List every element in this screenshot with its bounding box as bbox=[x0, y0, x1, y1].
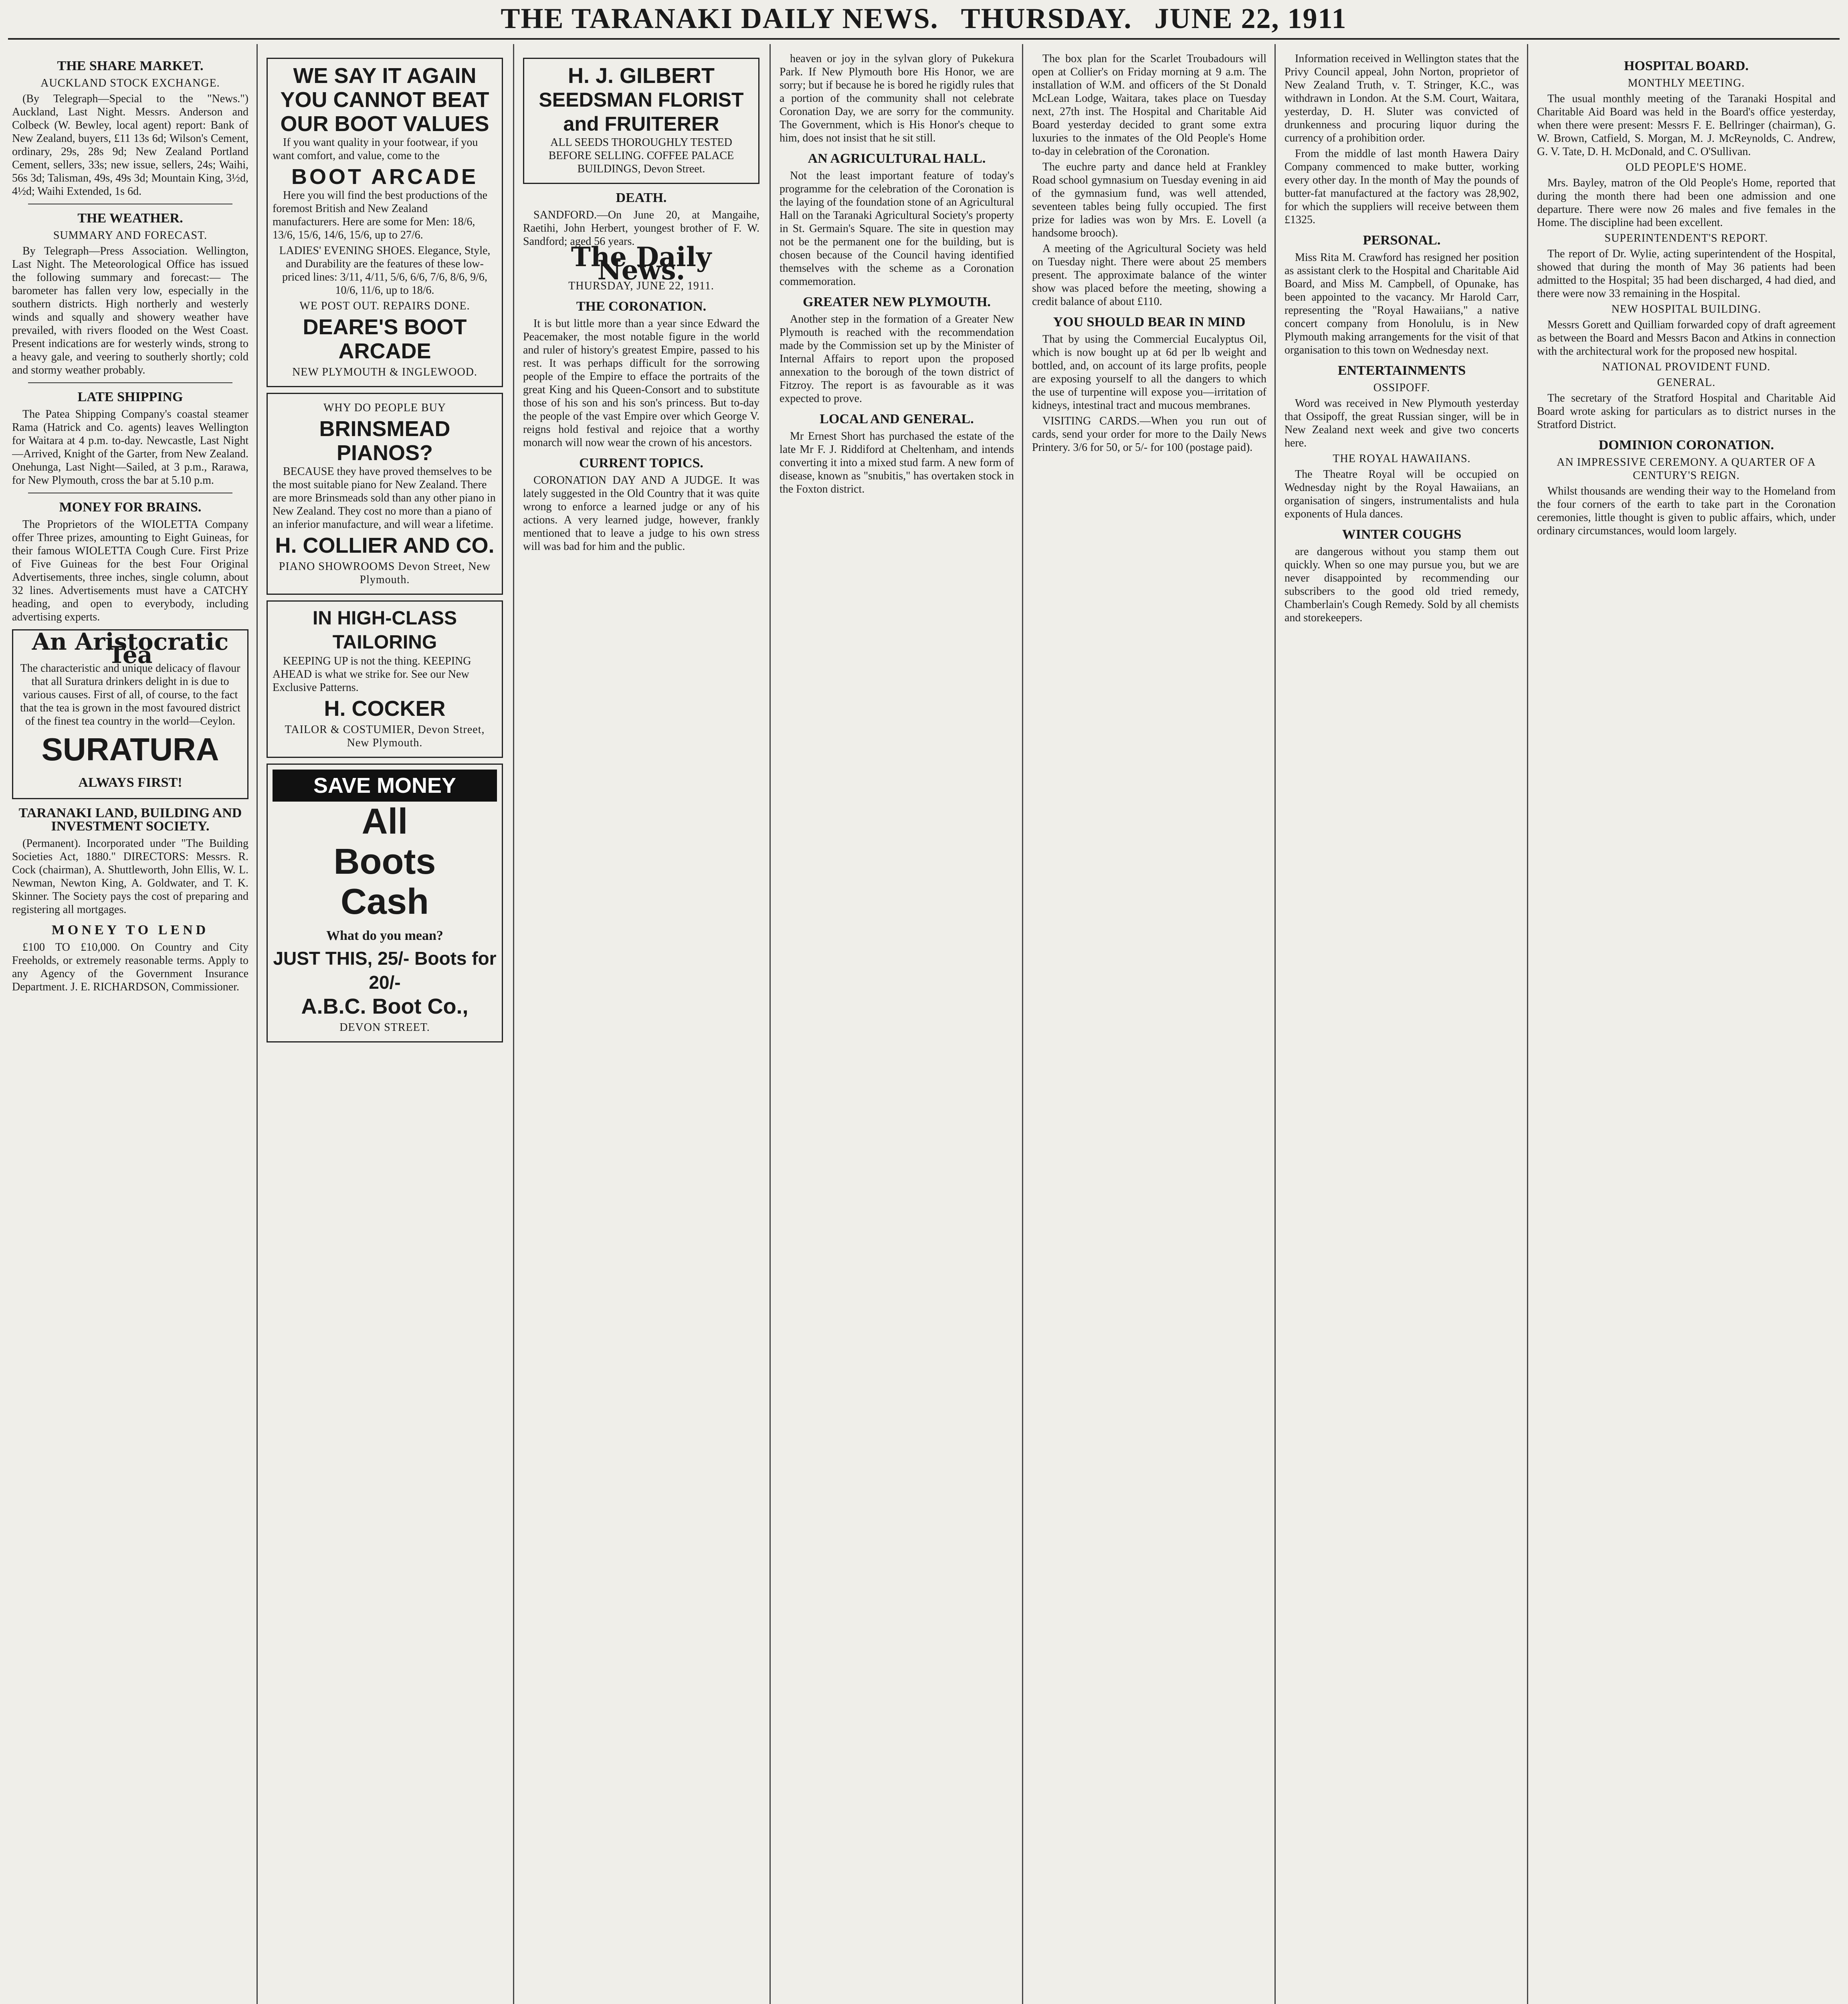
coronation-text: It is but little more than a year since Edward the Peacemaker, the most notable figure in the world and ruler of history's greatest Empire, passed to his rest. It was perhaps difficult for the sorrowing people of the Empire to efface the portraits of the great King and his Queen-Consort and to substitute those of his son and his son's princess. But to-day the people of the vast Empire over which George V. reigns hold festival and rejoice that a worthy monarch will now wear the crown of his ancestors. bbox=[523, 317, 759, 449]
bear-in-mind-text: That by using the Commercial Eucalyptus Oil, which is now bought up at 6d per lb weight and bottled, and, on account of its large profits, people are exposing yourself to all the dangers to which the use of turpentine will expose you—irritation of kidneys, intestinal tract and mucous membranes. bbox=[1032, 333, 1266, 412]
general-heading: GENERAL. bbox=[1657, 376, 1716, 389]
greater-new-plymouth-text: Another step in the formation of a Greater New Plymouth is reached with the recommendation made by the Commission set up by the Minister of Internal Affairs to report upon the proposed annexation to the borough of the town district of Fitzroy. The report is as favourable as it was expected to prove. bbox=[780, 313, 1014, 405]
share-market-text: (By Telegraph—Special to the "News.") Auckland, Last Night. Messrs. Anderson and Colbeck (W. Bewley, local agent) report: Bank of New Zealand, buyers, £11 13s 6d; Wilson's Cement, ordinary, 29s, 28s 9d; New Zealand Portland Cement, sellers, 33s; new issue, sellers, 24s; Waihi, 56s 3d; Talisman, 49s, 49s 3d; Mountain King, 3½d, 4½d; Waihi Extended, 1s 6d. bbox=[12, 93, 248, 198]
news-text-1: Information received in Wellington states that the Privy Council appeal, John Norton, proprietor of New Zealand Truth, v. T. Stringer, K.C., was withdrawn in London. At the S.M. Court, Waitara, yesterday, D. H. Sluter was convicted of drunkenness and procuring liquor during the currency of a prohibition order. bbox=[1285, 53, 1519, 144]
editorial-paper-title: The Daily News. bbox=[571, 241, 712, 286]
abc-ad-line-1: All bbox=[362, 802, 408, 842]
local-news-text-3: A meeting of the Agricultural Society was held on Tuesday night. There were about 25 members present. The approximate balance of the winter show was placed before the meeting, showing a credit balance of about £110. bbox=[1032, 242, 1266, 308]
hospital-board-subheading: MONTHLY MEETING. bbox=[1628, 77, 1745, 89]
gilbert-ad-trade: SEEDSMAN FLORIST and FRUITERER bbox=[539, 89, 744, 135]
weather-heading: THE WEATHER. bbox=[77, 211, 183, 226]
royal-hawaiians-subheading: THE ROYAL HAWAIIANS. bbox=[1333, 453, 1471, 465]
share-market-heading: THE SHARE MARKET. bbox=[57, 59, 204, 73]
column-rule bbox=[1527, 44, 1528, 2004]
coronation-heading: THE CORONATION. bbox=[576, 299, 707, 314]
agricultural-hall-heading: AN AGRICULTURAL HALL. bbox=[808, 151, 986, 166]
editorial-date: THURSDAY, JUNE 22, 1911. bbox=[568, 280, 714, 292]
suratura-tea-ad bbox=[12, 629, 248, 799]
brinsmead-piano-ad bbox=[267, 393, 503, 595]
piano-ad-text: BECAUSE they have proved themselves to be the most suitable piano for New Zealand. There are more Brinsmeads sold than any other piano in New Zealand. They cost no more than a piano of an inferior manufacture, and will wear a lifetime. bbox=[273, 465, 496, 531]
shipping-heading: LATE SHIPPING bbox=[77, 390, 183, 404]
general-text: The secretary of the Stratford Hospital and Charitable Aid Board wrote asking for particulars as to district nurses in the Stratford District. bbox=[1537, 392, 1836, 431]
gilbert-ad-name: H. J. GILBERT bbox=[568, 64, 715, 88]
agricultural-hall-text: Not the least important feature of today's programme for the celebration of the Coronation is the laying of the foundation stone of an Agricultural Hall on the Taranaki Agricultural Society's property in St. Germain's Square. The site in question may not be the permanent one for the building, but is chosen because of the Council having identified themselves with the scheme as a Coronation commemoration. bbox=[780, 170, 1014, 288]
local-general-text: Mr Ernest Short has purchased the estate of the late Mr F. J. Riddiford at Cheltenham, and intends converting it into a mixed stud farm. A new form of disease, known as "snubitis," has overtaken stock in the Foxton district. bbox=[780, 430, 1014, 495]
divider bbox=[28, 382, 232, 383]
money-for-brains-text: The Proprietors of the WIOLETTA Company offer Three prizes, amounting to Eight Guineas, for their famous WIOLETTA Cough Cure. First Prize of Five Guineas for the best Four Original Advertisements, three inches, single column, about 32 lines. Advertisements must have a CATCHY heading, and open to everybody, including advertising experts. bbox=[12, 518, 248, 623]
piano-ad-address: PIANO SHOWROOMS Devon Street, New Plymouth. bbox=[279, 560, 491, 586]
shipping-text: The Patea Shipping Company's coastal steamer Rama (Hatrick and Co. agents) leaves Wellington for Waitara at 4 p.m. to-day. Newcastle, Last Night—Arrived, Knight of the Garter, from New Zealand. Onehunga, Last Night—Sailed, at 3 p.m., Rarawa, for New Plymouth, cross the bar at 5.10 p.m. bbox=[12, 408, 248, 487]
column-rule bbox=[513, 44, 514, 2004]
boot-ad-text: If you want quality in your footwear, if you want comfort, and value, come to the bbox=[273, 136, 478, 162]
column-4 bbox=[780, 52, 1014, 2004]
money-to-lend-heading: MONEY TO LEND bbox=[51, 923, 209, 937]
boot-ad-town: NEW PLYMOUTH & INGLEWOOD. bbox=[292, 366, 477, 378]
column-6 bbox=[1285, 52, 1519, 2004]
boot-ad-line-3: OUR BOOT VALUES bbox=[280, 112, 489, 136]
new-hospital-building-text: Messrs Gorett and Quilliam forwarded copy of draft agreement as between the Board and Messrs Bacon and Atkins in connection with the architectural work for the proposed new hospital. bbox=[1537, 319, 1836, 358]
boot-ad-shop: DEARE'S BOOT ARCADE bbox=[303, 315, 467, 363]
boot-ad-name: BOOT ARCADE bbox=[291, 165, 478, 189]
save-money-banner: SAVE MONEY bbox=[273, 770, 497, 802]
dominion-coronation-heading: DOMINION CORONATION. bbox=[1598, 438, 1774, 453]
tailoring-ad-text: KEEPING UP is not the thing. KEEPING AHEAD is what we strike for. See our New Exclusive Patterns. bbox=[273, 655, 471, 694]
old-peoples-home-text: Mrs. Bayley, matron of the Old People's Home, reported that during the month there had been one admission and one departure. There were now 26 males and five females in the Home. The discipline had been excellent. bbox=[1537, 177, 1836, 229]
piano-ad-name: BRINSMEAD PIANOS? bbox=[319, 417, 450, 465]
gilbert-ad-text: ALL SEEDS THOROUGHLY TESTED BEFORE SELLING. COFFEE PALACE BUILDINGS, Devon Street. bbox=[548, 136, 734, 175]
piano-ad-question: WHY DO PEOPLE BUY bbox=[323, 402, 446, 414]
masthead-title: THE TARANAKI DAILY NEWS. bbox=[501, 2, 939, 34]
tea-ad-brand: SURATURA bbox=[41, 731, 219, 767]
abc-ad-price: JUST THIS, 25/- Boots for 20/- bbox=[273, 948, 497, 993]
royal-hawaiians-text: The Theatre Royal will be occupied on Wednesday night by the Royal Hawaiians, an organisation of singers, instrumentalists and hula exponents of Hula dances. bbox=[1285, 468, 1519, 520]
ossipoff-text: Word was received in New Plymouth yesterday that Ossipoff, the great Russian singer, will be in New Zealand next week and give two concerts here. bbox=[1285, 397, 1519, 449]
abc-ad-line-2: Boots bbox=[333, 842, 436, 882]
old-peoples-home-heading: OLD PEOPLE'S HOME. bbox=[1626, 161, 1747, 174]
news-text-2: From the middle of last month Hawera Dairy Company commenced to make butter, working every other day. In the month of May the pounds of butter-fat manufactured at the factory was 28,902, for which the suppliers will receive between them £1325. bbox=[1285, 147, 1519, 226]
entertainments-heading: ENTERTAINMENTS bbox=[1337, 363, 1466, 378]
winter-coughs-heading: WINTER COUGHS bbox=[1342, 527, 1462, 542]
local-news-text-2: The euchre party and dance held at Frankley Road school gymnasium on Tuesday evening in aid of the gymnasium fund, was well attended, seventeen tables being fully occupied. The first prize for ladies was won by Mrs. E. Lovell (a handsome brooch). bbox=[1032, 161, 1266, 239]
ossipoff-subheading: OSSIPOFF. bbox=[1373, 382, 1430, 394]
piano-ad-shop: H. COLLIER AND CO. bbox=[275, 533, 495, 558]
boot-ad-text-2: Here you will find the best productions of the foremost British and New Zealand manufacturers. Here are some for Men: 18/6, 13/6, 15/6, 14/6, 15/6, up to 27/6. bbox=[273, 189, 488, 241]
tailoring-ad bbox=[267, 600, 503, 758]
masthead bbox=[8, 0, 1840, 40]
share-market-subheading: AUCKLAND STOCK EXCHANGE. bbox=[40, 77, 220, 89]
column-2 bbox=[267, 52, 503, 2004]
hospital-board-heading: HOSPITAL BOARD. bbox=[1624, 59, 1749, 73]
current-topics-text: CORONATION DAY AND A JUDGE. It was lately suggested in the Old Country that it was quite wrong to enforce a learned judge or any of his actions. A very learned judge, however, frankly mentioned that to leave a judge to his own stress will was bad for him and the public. bbox=[523, 474, 759, 553]
greater-new-plymouth-heading: GREATER NEW PLYMOUTH. bbox=[803, 295, 991, 309]
death-notice: SANDFORD.—On June 20, at Mangaihe, Raetihi, John Herbert, youngest brother of F. W. Sandford; aged 56 years. bbox=[523, 209, 759, 248]
boot-ad-post: WE POST OUT. REPAIRS DONE. bbox=[299, 300, 470, 312]
death-heading: DEATH. bbox=[616, 190, 667, 205]
land-society-text: (Permanent). Incorporated under "The Building Societies Act, 1880." DIRECTORS: Messrs. R. Cock (chairman), A. Shuttleworth, John Ellis, W. L. Newman, Newton King, A. Goldwater, and T. K. Skinner. The Society pays the cost of preparing and registering all mortgages. bbox=[12, 837, 248, 916]
boot-ad-line-1: WE SAY IT AGAIN bbox=[293, 64, 477, 88]
column-3 bbox=[523, 52, 759, 2004]
abc-ad-line-3: Cash bbox=[340, 882, 429, 922]
column-7 bbox=[1537, 52, 1836, 2004]
local-news-text-1: The box plan for the Scarlet Troubadours will open at Collier's on Friday morning at 9 a.m. The installation of W.M. and officers of the St Donald McLean Lodge, Waitara, takes place on Tuesday next, 27th inst. The Hospital and Charitable Aid Board yesterday decided to grant some extra luxuries to the inmates of the Old People's Home to-day in celebration of the Coronation. bbox=[1032, 53, 1266, 158]
boot-ad-line-2: YOU CANNOT BEAT bbox=[280, 88, 489, 112]
hospital-board-text: The usual monthly meeting of the Taranaki Hospital and Charitable Aid Board was held in the Board's office yesterday, when there were present: Messrs F. E. Bellringer (chairman), G. W. Brown, Catfield, S. Morgan, M. J. McReynolds, C. Andrew, G. V. Tate, D. H. McDonald, and C. O'Sullivan. bbox=[1537, 93, 1836, 158]
personal-heading: PERSONAL. bbox=[1363, 233, 1441, 248]
money-for-brains-heading: MONEY FOR BRAINS. bbox=[59, 500, 202, 515]
weather-text: By Telegraph—Press Association. Wellington, Last Night. The Meteorological Office has issued the following summary and forecast:— The barometer has fallen very low, especially in the southern districts. High northerly and westerly winds and squally and showery weather have prevailed, with rivers flooded on the West Coast. Present indications are for westerly winds, strong to a heavy gale, and veering to southerly shortly; cold and stormy weather probably. bbox=[12, 245, 248, 376]
column-rule bbox=[1022, 44, 1023, 2004]
money-to-lend-text: £100 TO £10,000. On Country and City Freeholds, or extremely reasonable terms. Apply to any Agency of the Government Insurance Department. J. E. RICHARDSON, Commissioner. bbox=[12, 941, 248, 993]
bear-in-mind-heading: YOU SHOULD BEAR IN MIND bbox=[1053, 315, 1246, 329]
masthead-date: JUNE 22, 1911 bbox=[1154, 2, 1347, 34]
tailoring-ad-title: IN HIGH-CLASS TAILORING bbox=[313, 608, 457, 653]
column-1 bbox=[12, 52, 248, 2004]
tea-ad-title: An Aristocratic Tea bbox=[32, 628, 229, 669]
editorial-continued-text: heaven or joy in the sylvan glory of Pukekura Park. If New Plymouth bore His Honor, we are sorry; but if because he is bored he rigidly rules that a portion of the community shall not celebrate Coronation Day, we are sorry for the community. The Government, which is His Honor's cheque to him, does not insist that he sit still. bbox=[780, 53, 1014, 144]
abc-ad-address: DEVON STREET. bbox=[339, 1021, 430, 1034]
column-rule bbox=[1274, 44, 1276, 2004]
winter-coughs-text: are dangerous without you stamp them out quickly. When so one may pursue you, but we are never disappointed by recommending our subscribers to the good old tried remedy, Chamberlain's Cough Remedy. Sold by all chemists and storekeepers. bbox=[1285, 545, 1519, 624]
abc-boot-ad bbox=[267, 764, 503, 1042]
weather-subheading: SUMMARY AND FORECAST. bbox=[53, 229, 208, 242]
dominion-coronation-subheading: AN IMPRESSIVE CEREMONY. A QUARTER OF A CENTURY'S REIGN. bbox=[1557, 456, 1816, 482]
provident-fund-heading: NATIONAL PROVIDENT FUND. bbox=[1602, 361, 1771, 373]
current-topics-heading: CURRENT TOPICS. bbox=[579, 456, 703, 471]
local-general-heading: LOCAL AND GENERAL. bbox=[820, 412, 974, 426]
superintendent-report-heading: SUPERINTENDENT'S REPORT. bbox=[1604, 232, 1768, 244]
gilbert-seedsman-ad bbox=[523, 58, 759, 184]
tailoring-ad-shop: H. COCKER bbox=[324, 697, 446, 721]
abc-ad-question: What do you mean? bbox=[326, 928, 443, 943]
column-5 bbox=[1032, 52, 1266, 2004]
tea-ad-text: The characteristic and unique delicacy of flavour that all Suratura drinkers delight in is due to various causes. First of all, of course, to the fact that the tea is grown in the most favoured district of the finest tea country in the world—Ceylon. bbox=[20, 662, 240, 727]
boot-arcade-ad bbox=[267, 58, 503, 387]
superintendent-report-text: The report of Dr. Wylie, acting superintendent of the Hospital, showed that during the month of May 36 patients had been admitted to the Hospital; 35 had been discharged, 4 had died, and there were now 33 remaining in the Hospital. bbox=[1537, 248, 1836, 300]
column-rule bbox=[256, 44, 258, 2004]
masthead-day: THURSDAY. bbox=[961, 2, 1132, 34]
boot-ad-ladies: LADIES' EVENING SHOES. Elegance, Style, and Durability are the features of these low-priced lines: 3/11, 4/11, 5/6, 6/6, 7/6, 8/6, 9/6, 10/6, 11/6, up to 18/6. bbox=[279, 244, 491, 297]
tea-ad-tagline: ALWAYS FIRST! bbox=[78, 775, 182, 790]
abc-ad-shop: A.B.C. Boot Co., bbox=[301, 994, 469, 1018]
column-rule bbox=[769, 44, 771, 2004]
land-society-heading: TARANAKI LAND, BUILDING AND INVESTMENT SOCIETY. bbox=[18, 806, 242, 834]
personal-text: Miss Rita M. Crawford has resigned her position as assistant clerk to the Hospital and Charitable Aid Board, and Miss M. Campbell, of Opunake, has been appointed to the vacancy. Mr Harold Carr, representing the "Royal Hawaiians," a native concert company from Honolulu, is in New Plymouth making arrangements for the visit of that organisation to this town on Wednesday next. bbox=[1285, 251, 1519, 356]
tailoring-ad-address: TAILOR & COSTUMIER, Devon Street, New Plymouth. bbox=[285, 723, 485, 749]
masthead-title-line bbox=[8, 0, 1840, 37]
dominion-coronation-text: Whilst thousands are wending their way to the Homeland from the four corners of the earth to take part in the Coronation ceremonies, little thought is given to public affairs, which, under ordinary circumstances, would loom largely. bbox=[1537, 485, 1836, 537]
new-hospital-building-heading: NEW HOSPITAL BUILDING. bbox=[1611, 303, 1761, 315]
visiting-cards-notice: VISITING CARDS.—When you run out of cards, send your order for more to the Daily News Printery. 3/6 for 50, or 5/- for 100 (postage paid). bbox=[1032, 415, 1266, 454]
